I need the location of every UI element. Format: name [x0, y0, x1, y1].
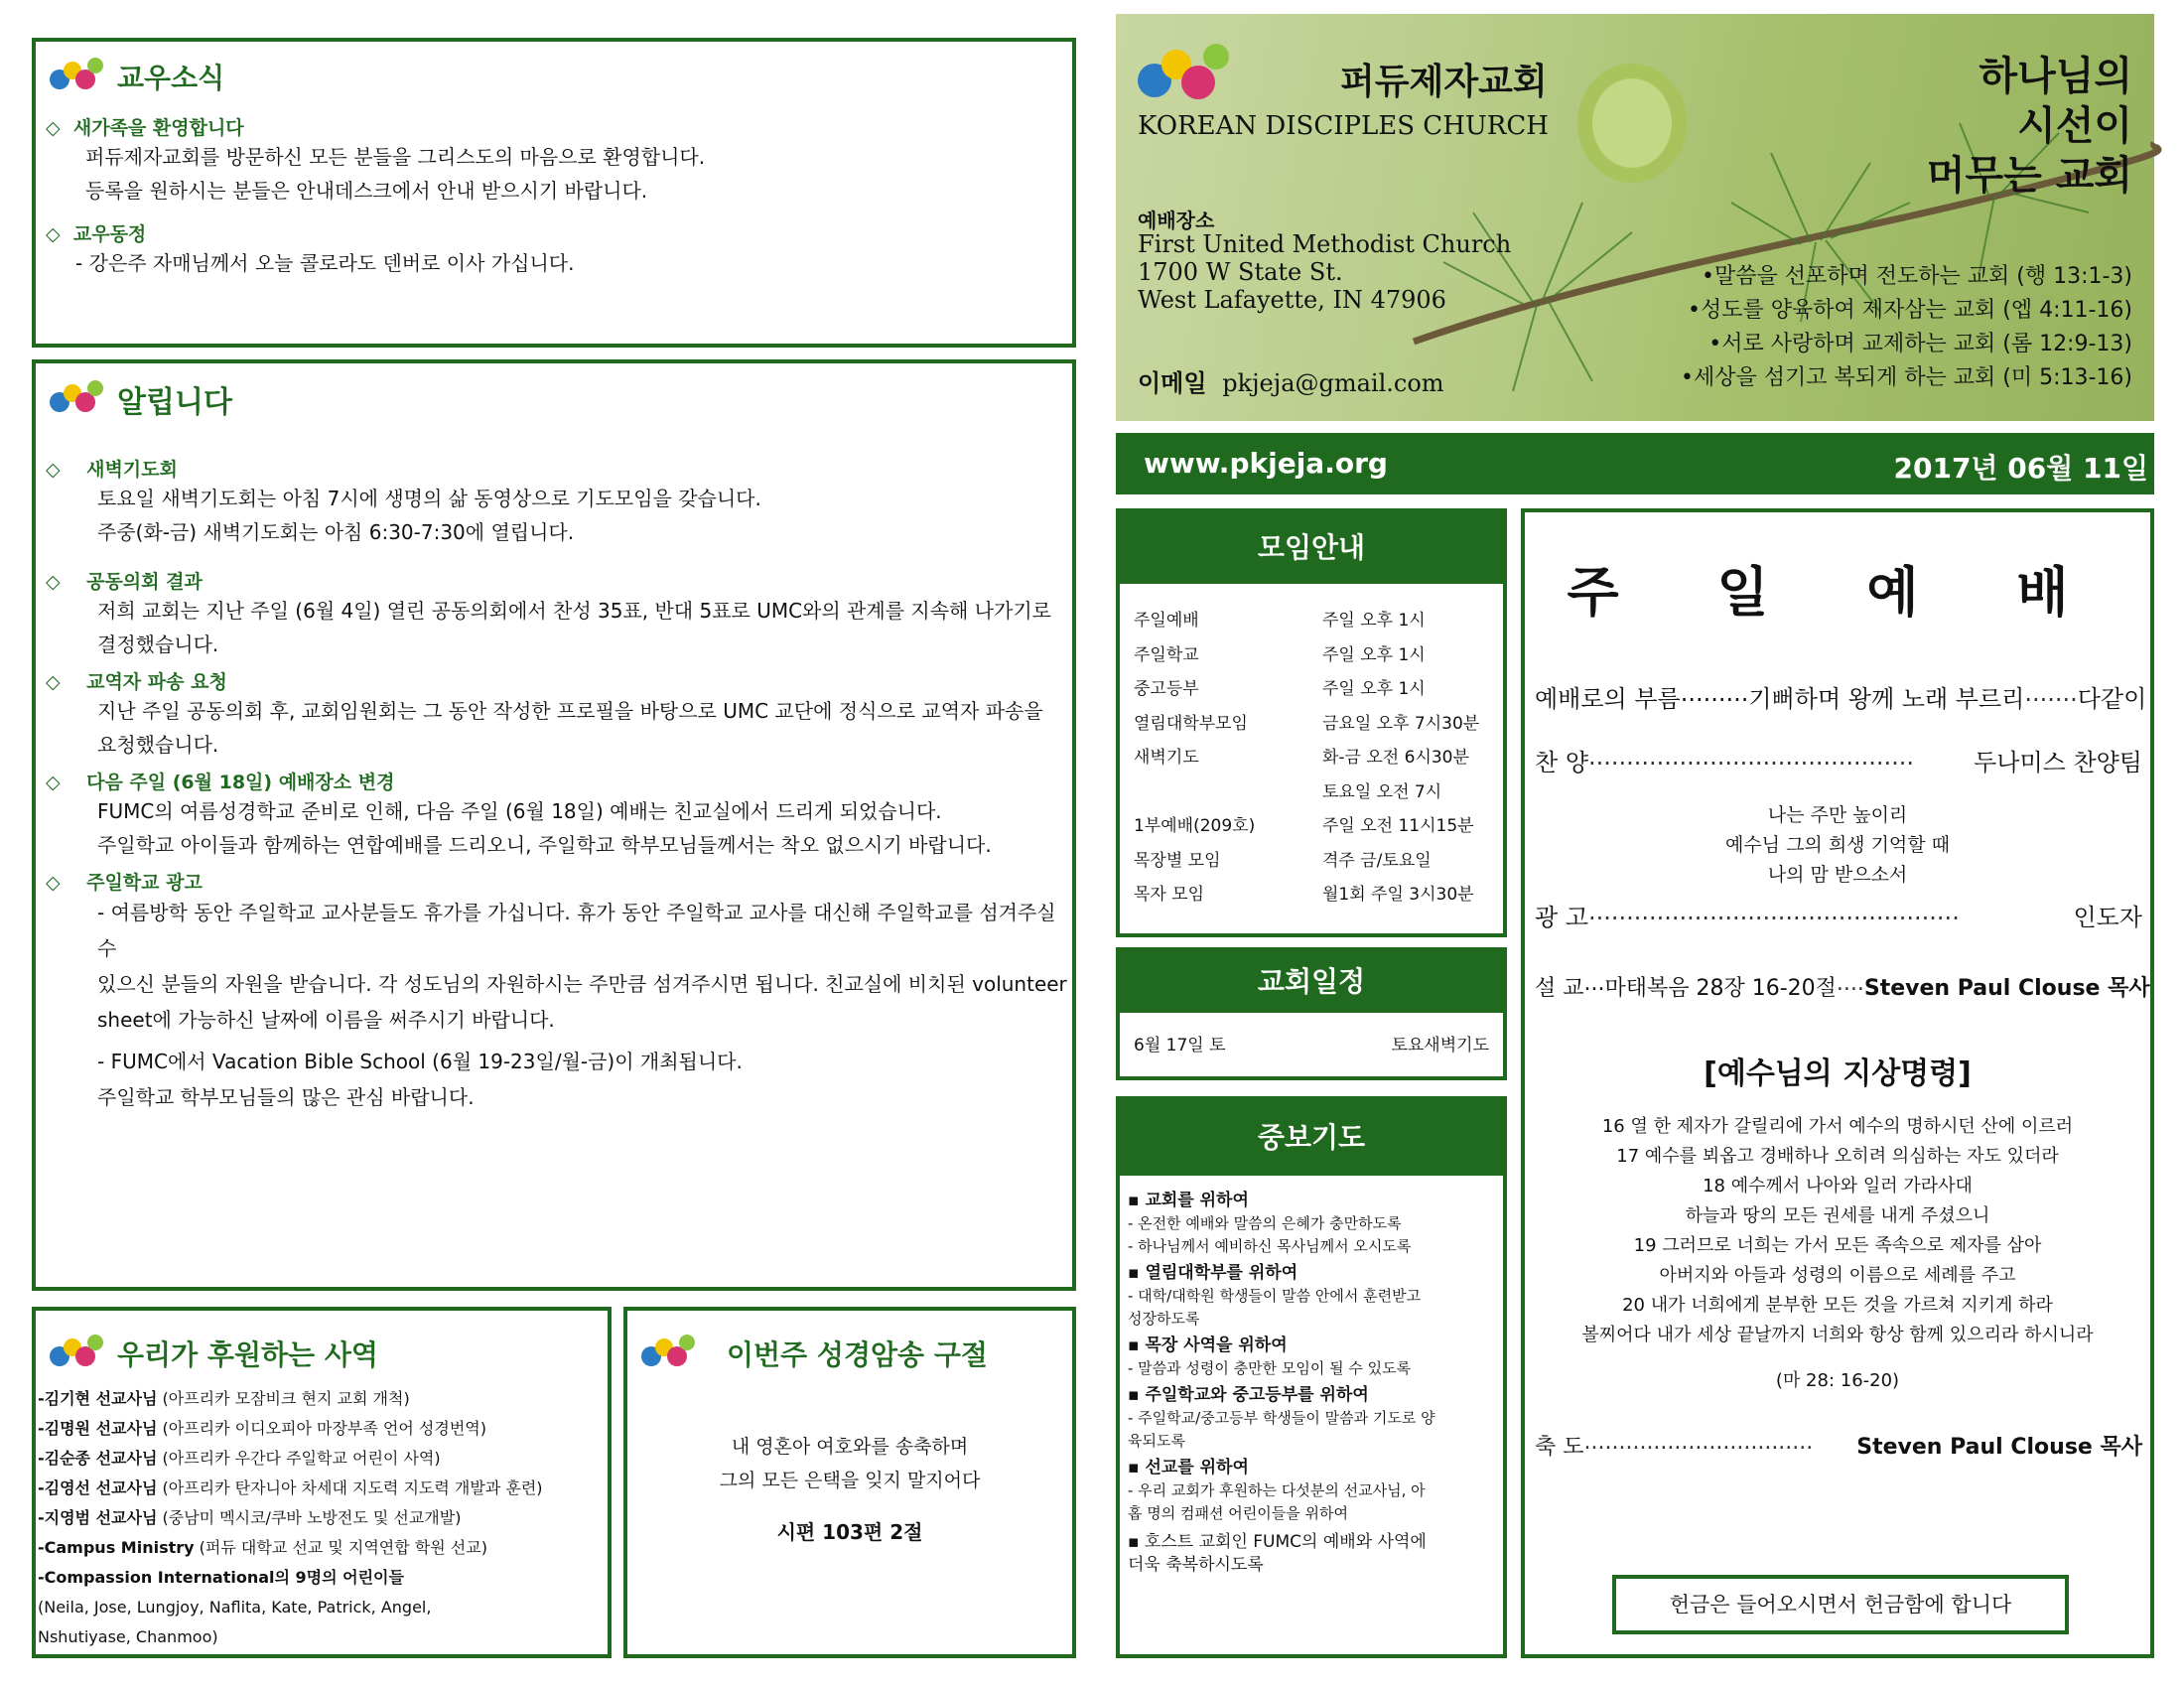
prayer-item-head: ▪ 선교를 위하여 — [1128, 1458, 1249, 1477]
news-item-head: ◇ 교우동정 — [46, 223, 147, 245]
order-praise: 찬 양 ........................................... 두나미스 찬양팀 — [1535, 743, 2142, 776]
notice-item-body: - 여름방학 동안 주일학교 교사분들도 휴가를 가십니다. 휴가 동안 주일학교 교사를 대신해 주일학교를 섬겨주실 수 있으신 분들의 자원을 받습니다. 각 성도님의 자원하시는 주만큼 섬겨주시면 됩니다. 친교실에 비치된 volunteer sheet에 가능하신 날짜에 이름을 써주시기 바랍니다. - FUMC에서 Vacation Bible School (6월 19-23일/월-금)이 개최됩니다. 주일학교 학부모님들의 많은 관심 바랍니다. — [97, 901, 1067, 1109]
church-name-kr: 퍼듀제자교회 — [1340, 62, 1548, 102]
order-call-to-worship: 예배로의 부름 ......... 기뻐하며 왕께 노래 부르리 ....... 다같이 — [1535, 679, 2147, 713]
news-item-head: ◇ 새가족을 환영합니다 — [46, 117, 244, 139]
header-banner — [1116, 14, 2154, 421]
email-row — [1138, 363, 1444, 398]
news-item-body: 퍼듀제자교회를 방문하신 모든 분들을 그리스도의 마음으로 환영합니다. 등록을 원하시는 분들은 안내데스크에서 안내 받으시기 바랍니다. — [85, 145, 706, 203]
venue-address: First United Methodist Church 1700 W State St. West Lafayette, IN 47906 — [1138, 230, 1512, 314]
news-list — [46, 113, 1058, 280]
mission-children: Nshutiyase, Chanmoo) — [38, 1627, 218, 1646]
meeting-row: 목자 모임 월1회 주일 3시30분 — [1134, 885, 1474, 905]
meeting-row: 열림대학부모임 금요일 오후 7시30분 — [1134, 713, 1480, 734]
meeting-row: 토요일 오전 7시 — [1322, 781, 1442, 802]
notice-item-head: ◇ 주일학교 광고 — [46, 872, 203, 894]
mission-item: -지영범 선교사님 (중남미 멕시코/쿠바 노방전도 및 선교개발) — [38, 1508, 462, 1527]
church-logo-icon — [50, 378, 107, 420]
meeting-row: 1부예배(209호) 주일 오전 11시15분 — [1134, 816, 1474, 836]
schedule-row: 6월 17일 토 토요새벽기도 — [1134, 1036, 1489, 1055]
meetings-box — [1116, 508, 1507, 937]
prayer-title: 중보기도 — [1120, 1100, 1503, 1176]
prayer-item-head: ▪ 주일학교와 중고등부를 위하여 — [1128, 1385, 1369, 1405]
mission-item: -김명원 선교사님 (아프리카 이디오피아 마장부족 언어 성경번역) — [38, 1419, 486, 1438]
schedule-title: 교회일정 — [1120, 951, 1503, 1013]
prayer-item-head: ▪ 교회를 위하여 — [1128, 1191, 1249, 1210]
mission-item: -Compassion International의 9명의 어린이들 — [38, 1568, 404, 1587]
email-link[interactable]: pkjeja@gmail.com — [1222, 369, 1444, 397]
church-logo-icon — [1138, 40, 1237, 109]
meeting-row: 중고등부 주일 오후 1시 — [1134, 679, 1426, 699]
praise-song: 나는 주만 높이리 예수님 그의 희생 기억할 때 나의 맘 받으소서 — [1724, 804, 1951, 886]
missions-box — [32, 1307, 612, 1658]
meeting-row: 주일학교 주일 오후 1시 — [1134, 644, 1426, 665]
mission-children: (Neila, Jose, Lungjoy, Naflita, Kate, Patrick, Angel, — [38, 1598, 432, 1617]
order-benediction: 축 도 ................................. Steven Paul Clouse 목사 — [1535, 1430, 2142, 1460]
church-logo-icon — [50, 56, 107, 97]
notices-list — [46, 455, 1068, 1115]
venue-label: 예배장소 — [1138, 209, 1215, 232]
schedule-box — [1116, 947, 1507, 1080]
meeting-row: 주일예배 주일 오후 1시 — [1134, 611, 1426, 631]
scripture-text: 16 열 한 제자가 갈릴리에 가서 예수의 명하시던 산에 이르러 17 예수를 뵈옵고 경배하나 오히려 의심하는 자도 있더라 18 예수께서 나아와 일러 가라사대 하늘과 땅의 모든 권세를 내게 주셨으니 19 그러므로 너희는 가서 모든 족속으로 제자를 삼아 아버지와 아들과 성령의 이름으로 세례를 주고 20 내가 너희에게 분부한 모든 것을 가르쳐 지키게 하라 볼찌어다 내가 세상 끝날까지 너희와 항상 함께 있으리라 하시니라 (마 28: 16-20) — [1525, 1112, 2150, 1396]
notice-item-body: 지난 주일 공동의회 후, 교회임원회는 그 동안 작성한 프로필을 바탕으로 UMC 교단에 정식으로 교역자 파송을 요청했습니다. — [97, 699, 1043, 757]
mission-item: -김기현 선교사님 (아프리카 모잠비크 현지 교회 개척) — [38, 1389, 410, 1408]
news-item-body: - 강은주 자매님께서 오늘 콜로라도 덴버로 이사 가십니다. — [75, 251, 575, 275]
notices-header — [50, 377, 232, 421]
church-logo-icon — [641, 1333, 699, 1374]
notice-item-head: ◇ 공동의회 결과 — [46, 571, 203, 593]
verse-box — [623, 1307, 1076, 1658]
news-box — [32, 38, 1076, 348]
offering-note: 헌금은 들어오시면서 헌금함에 합니다 — [1612, 1575, 2069, 1634]
verse-header — [641, 1333, 988, 1374]
verse-title: 이번주 성경암송 구절 — [727, 1338, 988, 1371]
worship-box — [1521, 508, 2154, 1658]
prayer-item-head: ▪ 열림대학부를 위하여 — [1128, 1263, 1298, 1283]
prayer-list: ▪ 교회를 위하여 - 온전한 예배와 말씀의 은혜가 충만하도록 - 하나님께서 예비하신 목사님께서 오시도록 ▪ 열림대학부를 위하여 - 대학/대학원 학생들이 말씀 안에서 훈련받고 성장하도록 ▪ 목장 사역을 위하여 - 말씀과 성령이 충만한 모임이 될 수 있도록 ▪ 주일학교와 중고등부를 위하여 - 주일학교/중고등부 학생들이 말씀과 기도로 양 육되도록 ▪ 선교를 위하여 - 우리 교회가 후원하는 다섯분의 선교사님, 아 홉 명의 컴패션 어린이들을 위하여 ▪ 호스트 교회인 FUMC의 예배와 사역에 더욱 축복하시도록 — [1120, 1176, 1503, 1577]
notices-box — [32, 359, 1076, 1291]
website-link[interactable]: www.pkjeja.org — [1144, 447, 1388, 480]
meeting-row: 목장별 모임 격주 금/토요일 — [1134, 850, 1432, 871]
mission-item: -김순종 선교사님 (아프리카 우간다 주일학교 어린이 사역) — [38, 1449, 441, 1468]
scripture-title: [예수님의 지상명령] — [1704, 1056, 1972, 1091]
missions-title: 우리가 후원하는 사역 — [117, 1338, 378, 1371]
meetings-title: 모임안내 — [1120, 512, 1503, 584]
order-announcements: 광 고 ................................................. 인도자 — [1535, 898, 2142, 931]
worship-title: 주 일 예 배 — [1567, 561, 2109, 624]
missions-header — [50, 1333, 378, 1374]
notice-item-head: ◇ 교역자 파송 요청 — [46, 671, 227, 693]
prayer-item-head: ▪ 목장 사역을 위하여 — [1128, 1336, 1288, 1355]
notice-item-head: ◇ 다음 주일 (6월 18일) 예배장소 변경 — [46, 772, 395, 793]
scripture-reference: (마 28: 16-20) — [1775, 1370, 1900, 1391]
slogan: 하나님의 시선이 머무는 교회 — [1926, 54, 2132, 199]
meetings-table — [1120, 584, 1503, 914]
notice-item-body: 토요일 새벽기도회는 아침 7시에 생명의 삶 동영상으로 기도모임을 갖습니다. 주중(화-금) 새벽기도회는 아침 6:30-7:30에 열립니다. — [97, 487, 761, 544]
mission-item: -김영선 선교사님 (아프리카 탄자니아 차세대 지도력 지도력 개발과 훈련) — [38, 1478, 543, 1497]
verse-text: 내 영혼아 여호와를 송축하며 그의 모든 은택을 잊지 말지어다 시편 103편 2절 — [627, 1430, 1072, 1549]
prayer-item-head: ▪ 호스트 교회인 FUMC의 예배와 사역에 — [1128, 1532, 1427, 1552]
email-label: 이메일 — [1138, 369, 1207, 397]
news-title: 교우소식 — [117, 62, 225, 94]
bulletin-date: 2017년 06월 11일 — [1893, 452, 2148, 485]
notices-title: 알립니다 — [117, 385, 232, 420]
notice-item-body: 저희 교회는 지난 주일 (6월 4일) 열린 공동의회에서 찬성 35표, 반대 5표로 UMC와의 관계를 지속해 나가기로 결정했습니다. — [97, 599, 1051, 656]
mission-item: -Campus Ministry (퍼듀 대학교 선교 및 지역연합 학원 선교) — [38, 1538, 487, 1557]
order-sermon: 설 교 ... 마태복음 28장 16-20절 .... Steven Paul Clouse 목사 — [1535, 971, 2150, 1001]
church-name-en: KOREAN DISCIPLES CHURCH — [1138, 111, 1549, 141]
prayer-box — [1116, 1096, 1507, 1658]
news-header — [50, 56, 224, 97]
verse-reference: 시편 103편 2절 — [776, 1520, 923, 1544]
meeting-row: 새벽기도 화-금 오전 6시30분 — [1134, 748, 1469, 768]
church-missions: •말씀을 선포하며 전도하는 교회 (행 13:1-3) •성도를 양육하여 제자삼는 교회 (엡 4:11-16) •서로 사랑하며 교제하는 교회 (롬 12:9-13) •세상을 섬기고 복되게 하는 교회 (미 5:13-16) — [1681, 264, 2132, 390]
missions-list — [38, 1384, 610, 1652]
notice-item-body: FUMC의 여름성경학교 준비로 인해, 다음 주일 (6월 18일) 예배는 친교실에서 드리게 되었습니다. 주일학교 아이들과 함께하는 연합예배를 드리오니, 주일학교 학부모님들께서는 착오 없으시기 바랍니다. — [97, 799, 992, 857]
church-logo-icon — [50, 1333, 107, 1374]
website-date-bar — [1116, 433, 2154, 494]
notice-item-head: ◇ 새벽기도회 — [46, 459, 178, 481]
